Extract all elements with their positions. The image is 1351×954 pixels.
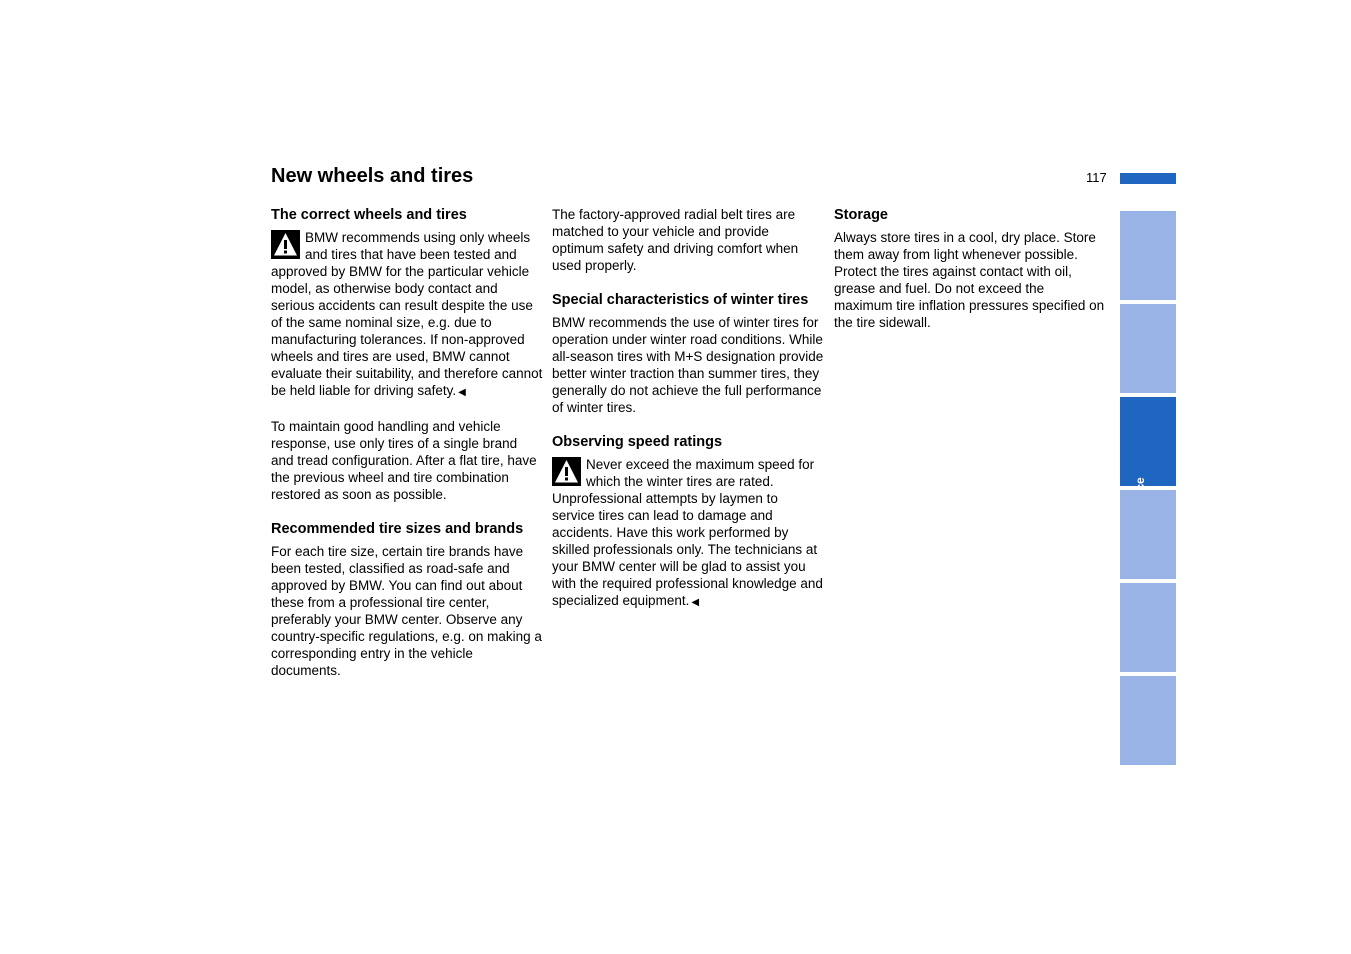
tab-index[interactable] [1120,676,1176,827]
warning-triangle-icon [552,457,581,486]
tab-data[interactable] [1120,583,1176,672]
warning-text: Never exceed the maximum speed for which the winter tires are rated. Unprofessional attempts by laymen to service tires can lead to damage and accidents. Have this work performed by skilled professionals only. The technicians at your BMW center will be glad to assist you with the required professional knowledge and specialized equipment. [552,457,823,608]
section-heading-recommended-sizes: Recommended tire sizes and brands [271,521,524,537]
tab-overview[interactable] [1120,211,1176,300]
page-title: New wheels and tires [271,165,474,187]
section-tabs [1120,211,1176,827]
end-marker-icon: ◀ [691,597,700,608]
paragraph-storage: Always store tires in a cool, dry place. Store them away from light whenever possible. Protect the tires against contact with oil, grease and fuel. Do not exceed the maximum tire inflation pressures specified on the tire sidewall. [834,230,1105,330]
column-right [834,206,1106,348]
column-middle [552,206,824,628]
tab-repairs[interactable] [1120,490,1176,579]
tab-maintenance[interactable] [1120,397,1176,486]
warning-triangle-icon [271,230,300,259]
end-marker-icon: ◀ [458,387,466,398]
tab-label: Index [1133,796,1147,827]
page-number: 117 [1086,170,1107,185]
section-heading-storage: Storage [834,207,888,223]
warning-note [271,229,543,401]
section-heading-speed-ratings: Observing speed ratings [552,434,723,450]
paragraph-tire-brands: For each tire size, certain tire brands have been tested, classified as road-safe and approved by BMW. You can find out about these from a professional tire center, preferably your BMW center. Observe any country-specific regulations, e.g. on making a corresponding entry in the vehicle documents. [271,544,542,678]
paragraph-winter-tires: BMW recommends the use of winter tires for operation under winter road conditions. While all-season tires with M+S designation provide better winter traction than summer tires, they generally do not achieve the full performance of winter tires. [552,315,824,415]
tab-controls[interactable] [1120,304,1176,393]
warning-text: BMW recommends using only wheels and tires that have been tested and approved by BMW for the particular vehicle model, as otherwise body contact and serious accidents can result despite the use of the same nominal size, e.g. due to manufacturing tolerances. If non-approved wheels and tires are used, BMW cannot evaluate their suitability, and therefore cannot be held liable for driving safety. [271,230,543,398]
page-number-bar [1120,173,1176,184]
warning-note [552,456,824,611]
section-heading-correct-wheels: The correct wheels and tires [271,207,467,223]
column-left [271,206,543,696]
paragraph-radial-tires: The factory-approved radial belt tires are matched to your vehicle and provide optimum safety and driving comfort when used properly. [552,207,799,273]
paragraph-handling: To maintain good handling and vehicle response, use only tires of a single brand and tread configuration. After a flat tire, have the previous wheel and tire combination restored as soon as possible. [271,419,537,502]
section-heading-winter-tires: Special characteristics of winter tires [552,292,809,308]
